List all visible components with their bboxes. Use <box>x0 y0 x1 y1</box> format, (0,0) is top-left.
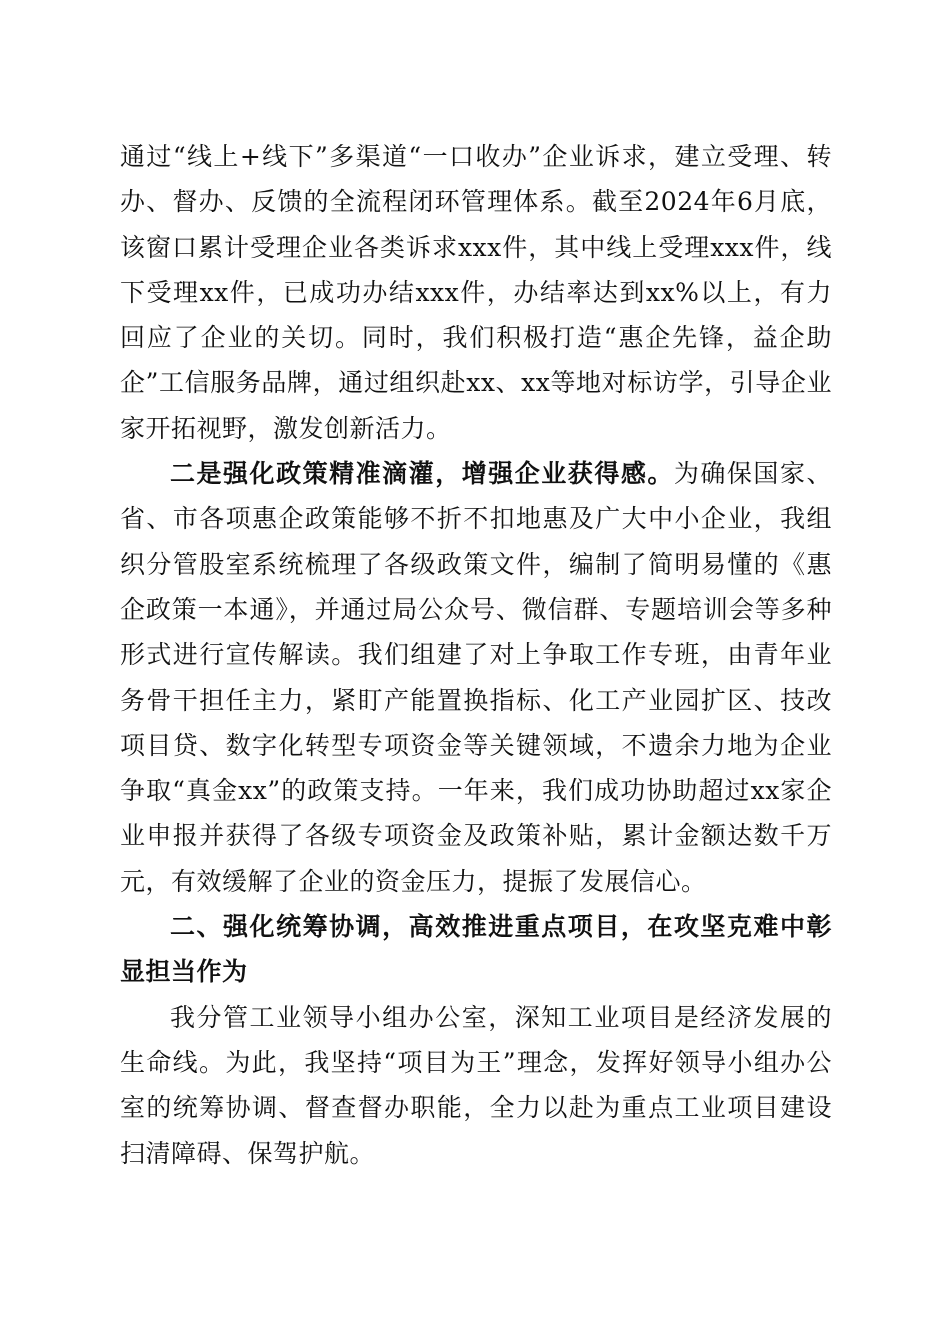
body-paragraph-projects: 我分管工业领导小组办公室，深知工业项目是经济发展的生命线。为此，我坚持“项目为王”理念，发挥好领导小组办公室的统筹协调、督查督办职能，全力以赴为重点工业项目建设扫清障碍、保驾护航。 <box>120 1002 832 1168</box>
document-page <box>120 134 832 1176</box>
body-paragraph-policy <box>120 451 832 904</box>
section-heading: 二、强化统筹协调，高效推进重点项目，在攻坚克难中彰显担当作为 <box>120 912 832 987</box>
paragraph-lead-sentence: 二是强化政策精准滴灌，增强企业获得感。 <box>170 459 674 489</box>
body-paragraph-continuation: 通过“线上+线下”多渠道“一口收办”企业诉求，建立受理、转办、督办、反馈的全流程闭环管理体系。截至2024年6月底，该窗口累计受理企业各类诉求xxx件，其中线上受理xxx件，线下受理xx件，已成功办结xxx件，办结率达到xx%以上，有力回应了企业的关切。同时，我们积极打造“惠企先锋，益企助企”工信服务品牌，通过组织赴xx、xx等地对标访学，引导企业家开拓视野，激发创新活力。 <box>120 142 832 443</box>
paragraph-body-text: 为确保国家、省、市各项惠企政策能够不折不扣地惠及广大中小企业，我组织分管股室系统梳理了各级政策文件，编制了简明易懂的《惠企政策一本通》，并通过局公众号、微信群、专题培训会等多种形式进行宣传解读。我们组建了对上争取工作专班，由青年业务骨干担任主力，紧盯产能置换指标、化工产业园扩区、技改项目贷、数字化转型专项资金等关键领域，不遗余力地为企业争取“真金xx”的政策支持。一年来，我们成功协助超过xx家企业申报并获得了各级专项资金及政策补贴，累计金额达数千万元，有效缓解了企业的资金压力，提振了发展信心。 <box>120 459 832 896</box>
